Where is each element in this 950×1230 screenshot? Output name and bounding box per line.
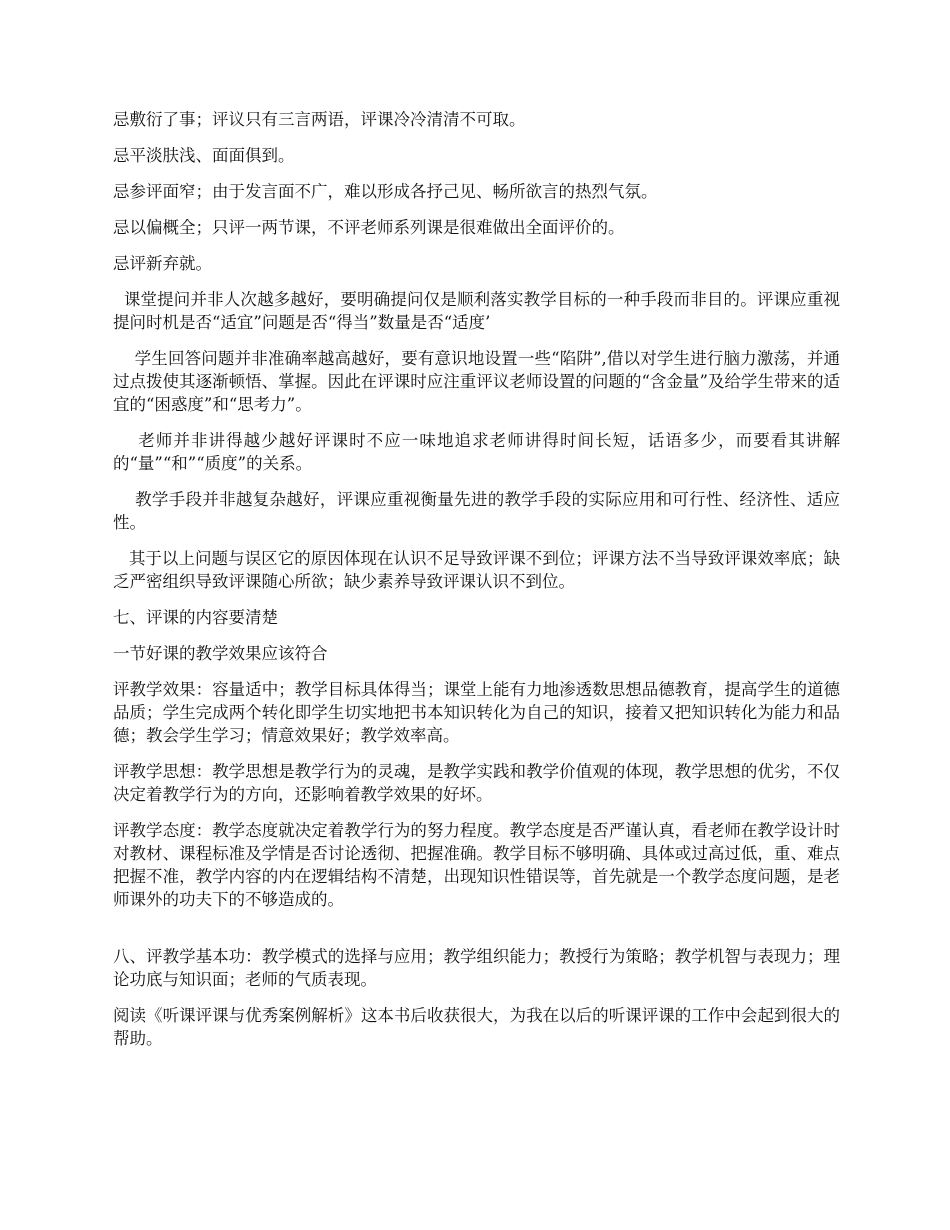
paragraph: 评教学态度：教学态度就决定着教学行为的努力程度。教学态度是否严谨认真，看老师在教学设计时对教材、课程标准及学情是否讨论透彻、把握准确。教学目标不够明确、具体或过高过低，重、难点把握不准，教学内容的内在逻辑结构不清楚，出现知识性错误等，首先就是一个教学态度问题，是老师课外的功夫下的不够造成的。	[113, 821, 840, 909]
paragraph: 忌平淡肤浅、面面俱到。	[113, 146, 295, 165]
document-body	[113, 108, 840, 1063]
paragraph: 其于以上问题与误区它的原因体现在认识不足导致评课不到位；评课方法不当导致评课效率底；缺乏严密组织导致评课随心所欲；缺少素养导致评课认识不到位。	[113, 549, 840, 591]
section-heading: 八、评教学基本功：教学模式的选择与应用；教学组织能力；教授行为策略；教学机智与表现力；理论功底与知识面；老师的气质表现。	[113, 947, 840, 989]
paragraph: 老师并非讲得越少越好评课时不应一味地追求老师讲得时间长短，话语多少，而要看其讲解的“量”“和”“质度”的关系。	[113, 431, 841, 473]
section-heading: 七、评课的内容要清楚	[113, 608, 278, 627]
paragraph: 课堂提问并非人次越多越好，要明确提问仅是顺利落实教学目标的一种手段而非目的。评课应重视提问时机是否“适宜”问题是否“得当”数量是否“适度’	[113, 290, 840, 332]
paragraph: 学生回答问题并非准确率越高越好，要有意识地设置一些“陷阱”,借以对学生进行脑力激荡，并通过点拨使其逐渐顿悟、掌握。因此在评课时应注重评议老师设置的问题的“含金量”及给学生带来的适宜的“困惑度”和“思考力”。	[113, 349, 840, 414]
paragraph: 忌参评面窄；由于发言面不广，难以形成各抒己见、畅所欲言的热烈气氛。	[113, 182, 658, 201]
paragraph: 评教学效果：容量适中；教学目标具体得当；课堂上能有力地渗透数思想品德教育，提高学生的道德品质；学生完成两个转化即学生切实地把书本知识转化为自己的知识，接着又把知识转化为能力和品德；教会学生学习；情意效果好；教学效率高。	[113, 680, 840, 745]
paragraph: 一节好课的教学效果应该符合	[113, 644, 328, 663]
paragraph: 忌以偏概全；只评一两节课，不评老师系列课是很难做出全面评价的。	[113, 218, 625, 237]
paragraph: 忌敷衍了事；评议只有三言两语，评课冷冷清清不可取。	[113, 110, 526, 129]
paragraph: 教学手段并非越复杂越好，评课应重视衡量先进的教学手段的实际应用和可行性、经济性、适应性。	[113, 490, 840, 532]
paragraph: 阅读《听课评课与优秀案例解析》这本书后收获很大，为我在以后的听课评课的工作中会起到很大的帮助。	[113, 1006, 840, 1048]
paragraph: 忌评新弃就。	[113, 254, 212, 273]
paragraph: 评教学思想：教学思想是教学行为的灵魂，是教学实践和教学价值观的体现，教学思想的优劣，不仅决定着教学行为的方向，还影响着教学效果的好坏。	[113, 762, 840, 804]
